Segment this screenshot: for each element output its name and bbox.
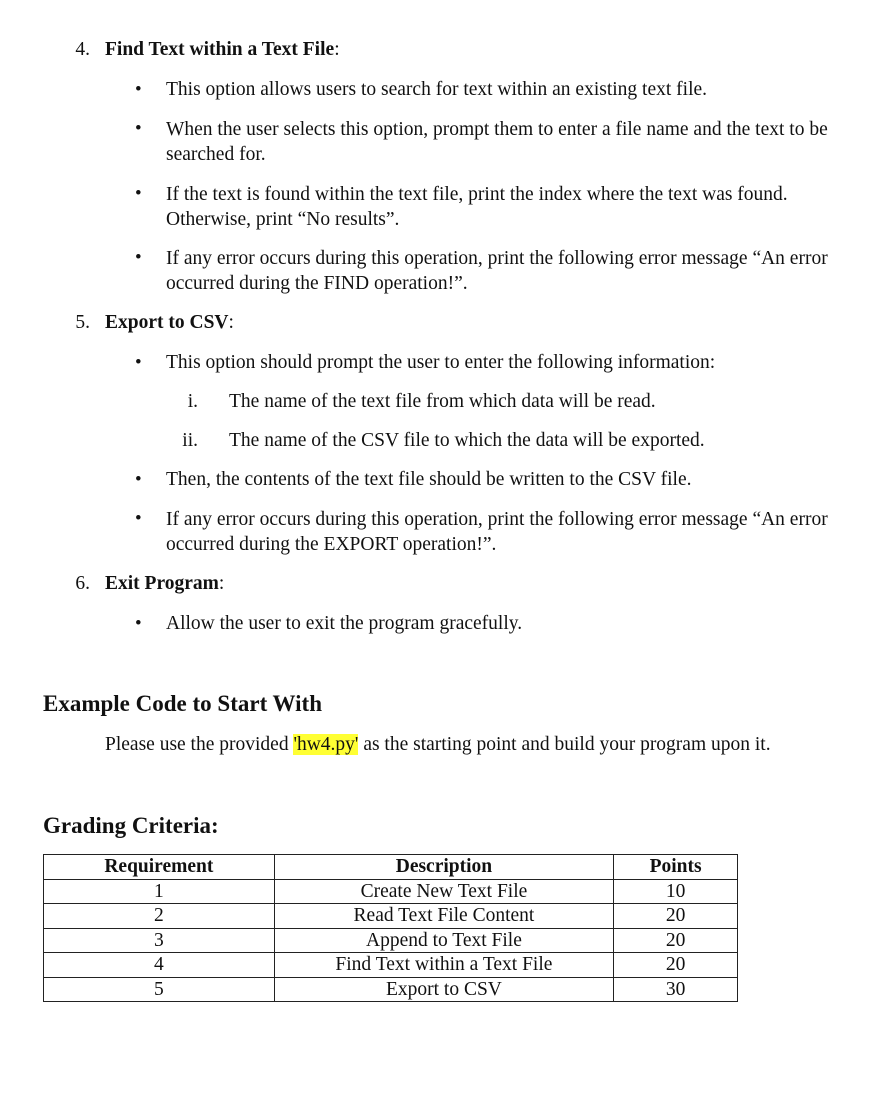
cell-requirement: 2: [44, 904, 275, 929]
list-item: If any error occurs during this operation, print the following error message “An error occurred during the EXPORT operation!”.: [166, 509, 828, 555]
cell-requirement: 1: [44, 879, 275, 904]
bullet-icon: •: [135, 508, 142, 529]
section-title: [105, 572, 224, 596]
bullet-icon: •: [135, 79, 142, 100]
colon: :: [218, 573, 225, 594]
list-number: 6.: [75, 573, 90, 594]
cell-points: 10: [614, 879, 738, 904]
list-item: When the user selects this option, prompt them to enter a file name and the text to be searched for.: [166, 119, 828, 165]
cell-points: 20: [614, 904, 738, 929]
table-header-row: [44, 855, 738, 880]
cell-description: Find Text within a Text File: [274, 953, 613, 978]
list-item: If any error occurs during this operation, print the following error message “An error occurred during the FIND operation!”.: [166, 248, 828, 294]
table-row: [44, 904, 738, 929]
colon: :: [228, 312, 234, 333]
section-title: [105, 311, 234, 335]
cell-requirement: 3: [44, 928, 275, 953]
example-heading: Example Code to Start With: [43, 691, 322, 716]
sublist-item: The name of the text file from which data will be read.: [229, 391, 656, 412]
header-points: Points: [614, 855, 738, 880]
highlighted-filename: 'hw4.py': [293, 734, 359, 755]
header-requirement: Requirement: [44, 855, 275, 880]
list-item: Then, the contents of the text file should be written to the CSV file.: [166, 469, 692, 490]
colon: :: [334, 39, 340, 60]
section-title-text: Exit Program: [105, 573, 219, 594]
bullet-icon: •: [135, 183, 142, 204]
cell-points: 20: [614, 953, 738, 978]
cell-requirement: 4: [44, 953, 275, 978]
section-title: [105, 38, 340, 62]
cell-points: 30: [614, 977, 738, 1002]
bullet-icon: •: [135, 352, 142, 373]
cell-description: Export to CSV: [274, 977, 613, 1002]
table-row: [44, 977, 738, 1002]
sublist-number: ii.: [182, 430, 198, 451]
cell-description: Read Text File Content: [274, 904, 613, 929]
bullet-icon: •: [135, 118, 142, 139]
cell-points: 20: [614, 928, 738, 953]
cell-description: Append to Text File: [274, 928, 613, 953]
section-title-text: Export to CSV: [105, 312, 229, 333]
bullet-icon: •: [135, 469, 142, 490]
table-row: [44, 879, 738, 904]
list-item: If the text is found within the text file, print the index where the text was found. Otherwise, print “No results”.: [166, 184, 788, 230]
cell-requirement: 5: [44, 977, 275, 1002]
bullet-icon: •: [135, 247, 142, 268]
list-number: 5.: [75, 312, 90, 333]
cell-description: Create New Text File: [274, 879, 613, 904]
section-title-text: Find Text within a Text File: [105, 39, 335, 60]
list-number: 4.: [75, 39, 90, 60]
list-item: This option allows users to search for text within an existing text file.: [166, 79, 708, 100]
header-description: Description: [274, 855, 613, 880]
grading-table: [43, 854, 738, 1002]
grading-heading: Grading Criteria:: [43, 813, 219, 838]
bullet-icon: •: [135, 613, 142, 634]
table-row: [44, 953, 738, 978]
example-paragraph: [105, 733, 771, 757]
list-item: This option should prompt the user to enter the following information:: [166, 352, 716, 373]
list-item: Allow the user to exit the program gracefully.: [166, 613, 523, 634]
sublist-number: i.: [187, 391, 198, 412]
example-text-after: as the starting point and build your program upon it.: [358, 734, 771, 755]
sublist-item: The name of the CSV file to which the data will be exported.: [229, 430, 705, 451]
example-text-before: Please use the provided: [105, 734, 294, 755]
table-row: [44, 928, 738, 953]
